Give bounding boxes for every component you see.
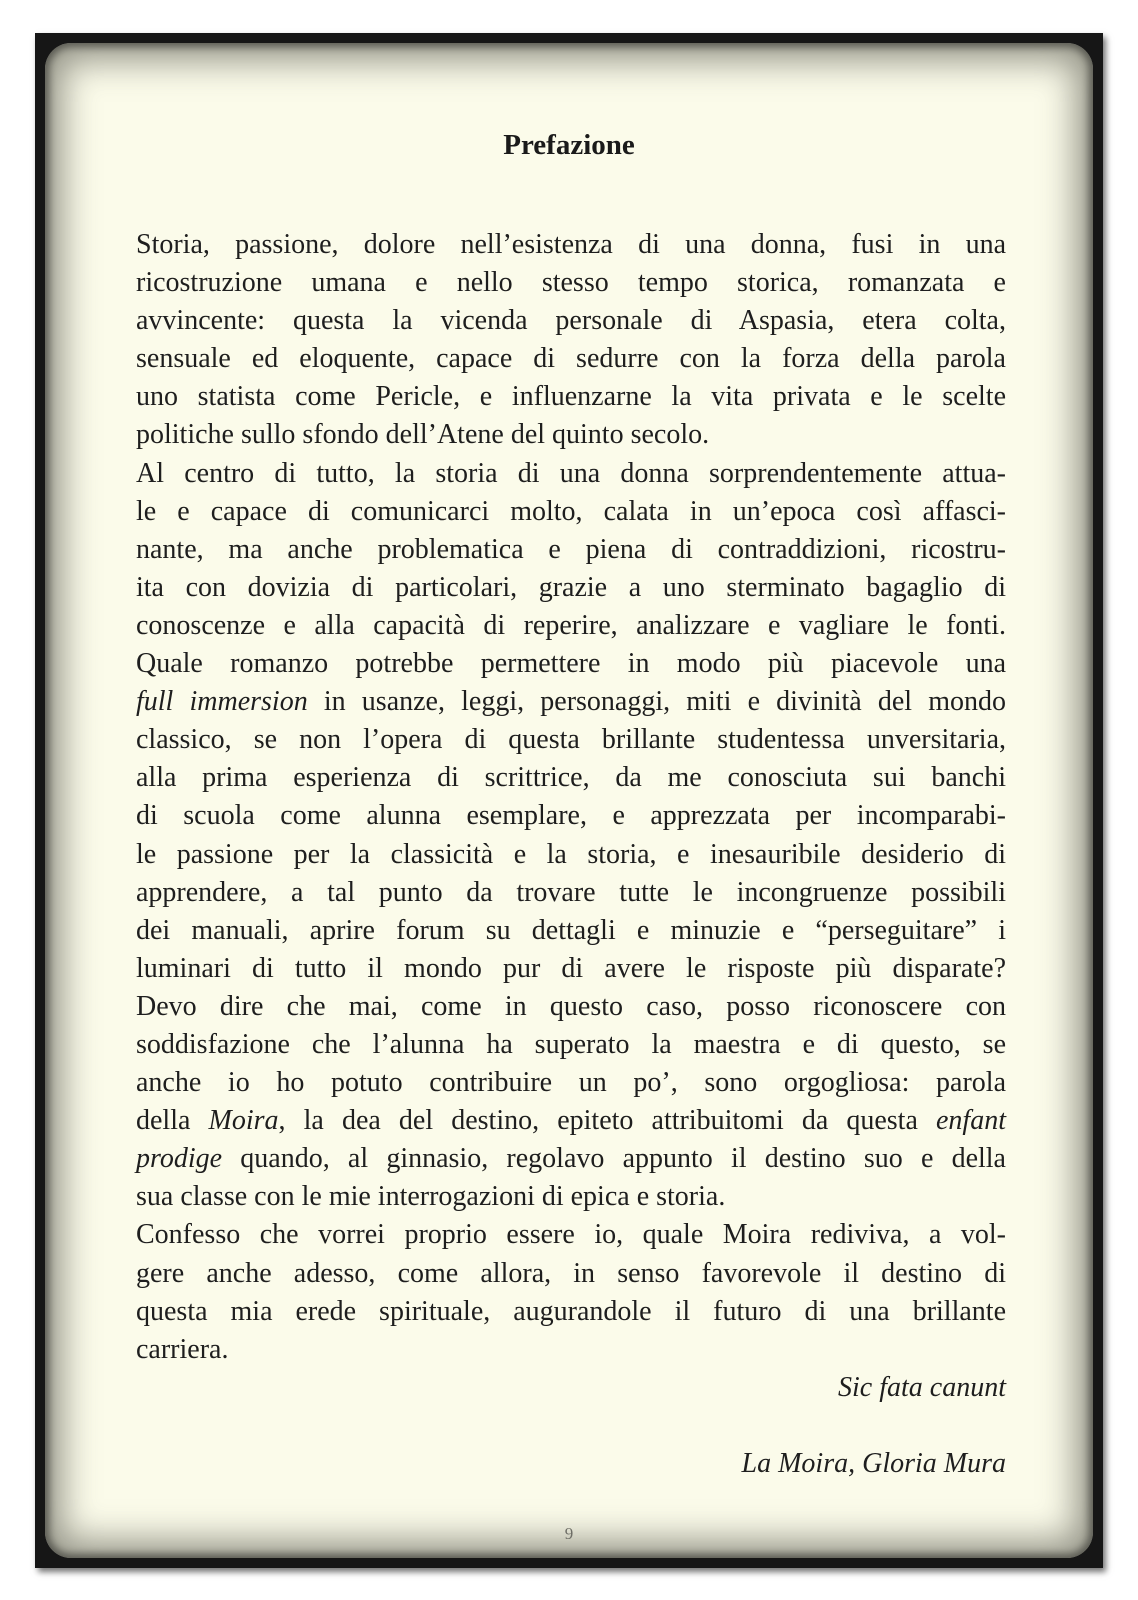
text-line: full immersion in usanze, leggi, personaggi, miti e divinità del mondo bbox=[136, 686, 1006, 718]
text-line: ita con dovizia di particolari, grazie a uno sterminato bagaglio di bbox=[136, 571, 1006, 603]
text-line: avvincente: questa la vicenda personale di Aspasia, etera colta, bbox=[136, 305, 1006, 337]
text-line: Confesso che vorrei proprio essere io, quale Moira rediviva, a vol- bbox=[136, 1219, 1006, 1251]
signature: La Moira, Gloria Mura bbox=[741, 1447, 1006, 1479]
page-number: 9 bbox=[564, 1524, 574, 1543]
text-line: classico, se non l’opera di questa brillante studentessa unversitaria, bbox=[136, 724, 1006, 756]
text-line: conoscenze e alla capacità di reperire, analizzare e vagliare le fonti. bbox=[136, 609, 1006, 641]
document-page bbox=[45, 43, 1093, 1558]
text-line: dei manuali, aprire forum su dettagli e minuzie e “perseguitare” i bbox=[136, 914, 1006, 946]
closing-motto: Sic fata canunt bbox=[838, 1371, 1006, 1403]
text-line: Al centro di tutto, la storia di una donna sorprendentemente attua- bbox=[136, 457, 1006, 489]
spacer bbox=[136, 1407, 1006, 1445]
text-line: della Moira, la dea del destino, epiteto attribuitomi da questa enfant bbox=[136, 1105, 1006, 1137]
text-line: apprendere, a tal punto da trovare tutte le incongruenze possibili bbox=[136, 876, 1006, 908]
text-line: prodige quando, al ginnasio, regolavo appunto il destino suo e della bbox=[136, 1143, 1006, 1175]
text-line: ricostruzione umana e nello stesso tempo storica, romanzata e bbox=[136, 267, 1006, 299]
text-line: uno statista come Pericle, e influenzarne la vita privata e le scelte bbox=[136, 381, 1006, 413]
text-line: carriera. bbox=[136, 1333, 229, 1365]
text-line: Quale romanzo potrebbe permettere in modo più piacevole una bbox=[136, 648, 1006, 680]
preface-body bbox=[136, 226, 1006, 1483]
text-line: politiche sullo sfondo dell’Atene del quinto secolo. bbox=[136, 419, 710, 451]
text-line: di scuola come alunna esemplare, e apprezzata per incomparabi- bbox=[136, 800, 1006, 832]
page-title: Prefazione bbox=[503, 129, 635, 161]
text-line: nante, ma anche problematica e piena di contraddizioni, ricostru- bbox=[136, 533, 1006, 565]
text-line: Devo dire che mai, come in questo caso, posso riconoscere con bbox=[136, 990, 1006, 1022]
page-frame bbox=[35, 33, 1103, 1568]
text-line: le passione per la classicità e la storia, e inesauribile desiderio di bbox=[136, 838, 1006, 870]
text-line: alla prima esperienza di scrittrice, da me conosciuta sui banchi bbox=[136, 762, 1006, 794]
text-line: soddisfazione che l’alunna ha superato la maestra e di questo, se bbox=[136, 1028, 1006, 1060]
text-line: luminari di tutto il mondo pur di avere le risposte più disparate? bbox=[136, 952, 1006, 984]
text-line: le e capace di comunicarci molto, calata in un’epoca così affasci- bbox=[136, 495, 1006, 527]
text-line: sua classe con le mie interrogazioni di epica e storia. bbox=[136, 1181, 726, 1213]
text-line: sensuale ed eloquente, capace di sedurre con la forza della parola bbox=[136, 343, 1006, 375]
text-line: gere anche adesso, come allora, in senso favorevole il destino di bbox=[136, 1257, 1006, 1289]
text-line: anche io ho potuto contribuire un po’, sono orgogliosa: parola bbox=[136, 1067, 1006, 1099]
text-line: Storia, passione, dolore nell’esistenza di una donna, fusi in una bbox=[136, 229, 1006, 260]
text-line: questa mia erede spirituale, augurandole il futuro di una brillante bbox=[136, 1295, 1006, 1327]
